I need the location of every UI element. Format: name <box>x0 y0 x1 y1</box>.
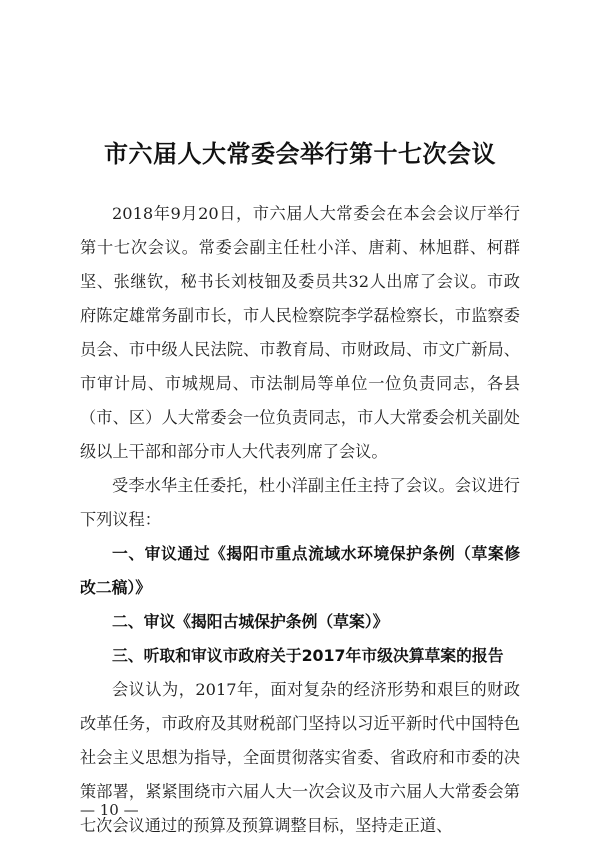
body-text <box>80 197 520 843</box>
paragraph-meeting-opinion: 会议认为，2017年，面对复杂的经济形势和艰巨的财政改革任务，市政府及其财税部门坚持以习近平新时代中国特色社会主义思想为指导，全面贯彻落实省委、省政府和市委的决策部署，紧紧围绕市六届人大一次会议及市六届人大常委会第七次会议通过的预算及预算调整目标，坚持走正道、 <box>80 680 520 835</box>
agenda-item-2-heading: 二、审议《揭阳古城保护条例（草案）》 <box>112 612 389 631</box>
paragraph-agenda-intro: 受李水华主任委托，杜小洋副主任主持了会议。会议进行下列议程： <box>80 476 520 529</box>
agenda-item-3-heading: 三、听取和审议市政府关于2017年市级决算草案的报告 <box>112 646 504 665</box>
page-number: — 10 — <box>80 801 139 819</box>
paragraph-meeting-intro: 2018年9月20日，市六届人大常委会在本会会议厅举行第十七次会议。常委会副主任杜小洋、唐莉、林旭群、柯群坚、张继钦，秘书长刘枝钿及委员共32人出席了会议。市政府陈定雄常务副市长，市人民检察院李学磊检察长，市监察委员会、市中级人民法院、市教育局、市财政局、市文广新局、市审计局、市城规局、市法制局等单位一位负责同志，各县（市、区）人大常委会一位负责同志，市人大常委会机关副处级以上干部和部分市人大代表列席了会议。 <box>80 204 520 461</box>
agenda-item-1-heading: 一、审议通过《揭阳市重点流域水环境保护条例（草案修改二稿）》 <box>80 544 520 597</box>
document-title: 市六届人大常委会举行第十七次会议 <box>104 139 496 168</box>
